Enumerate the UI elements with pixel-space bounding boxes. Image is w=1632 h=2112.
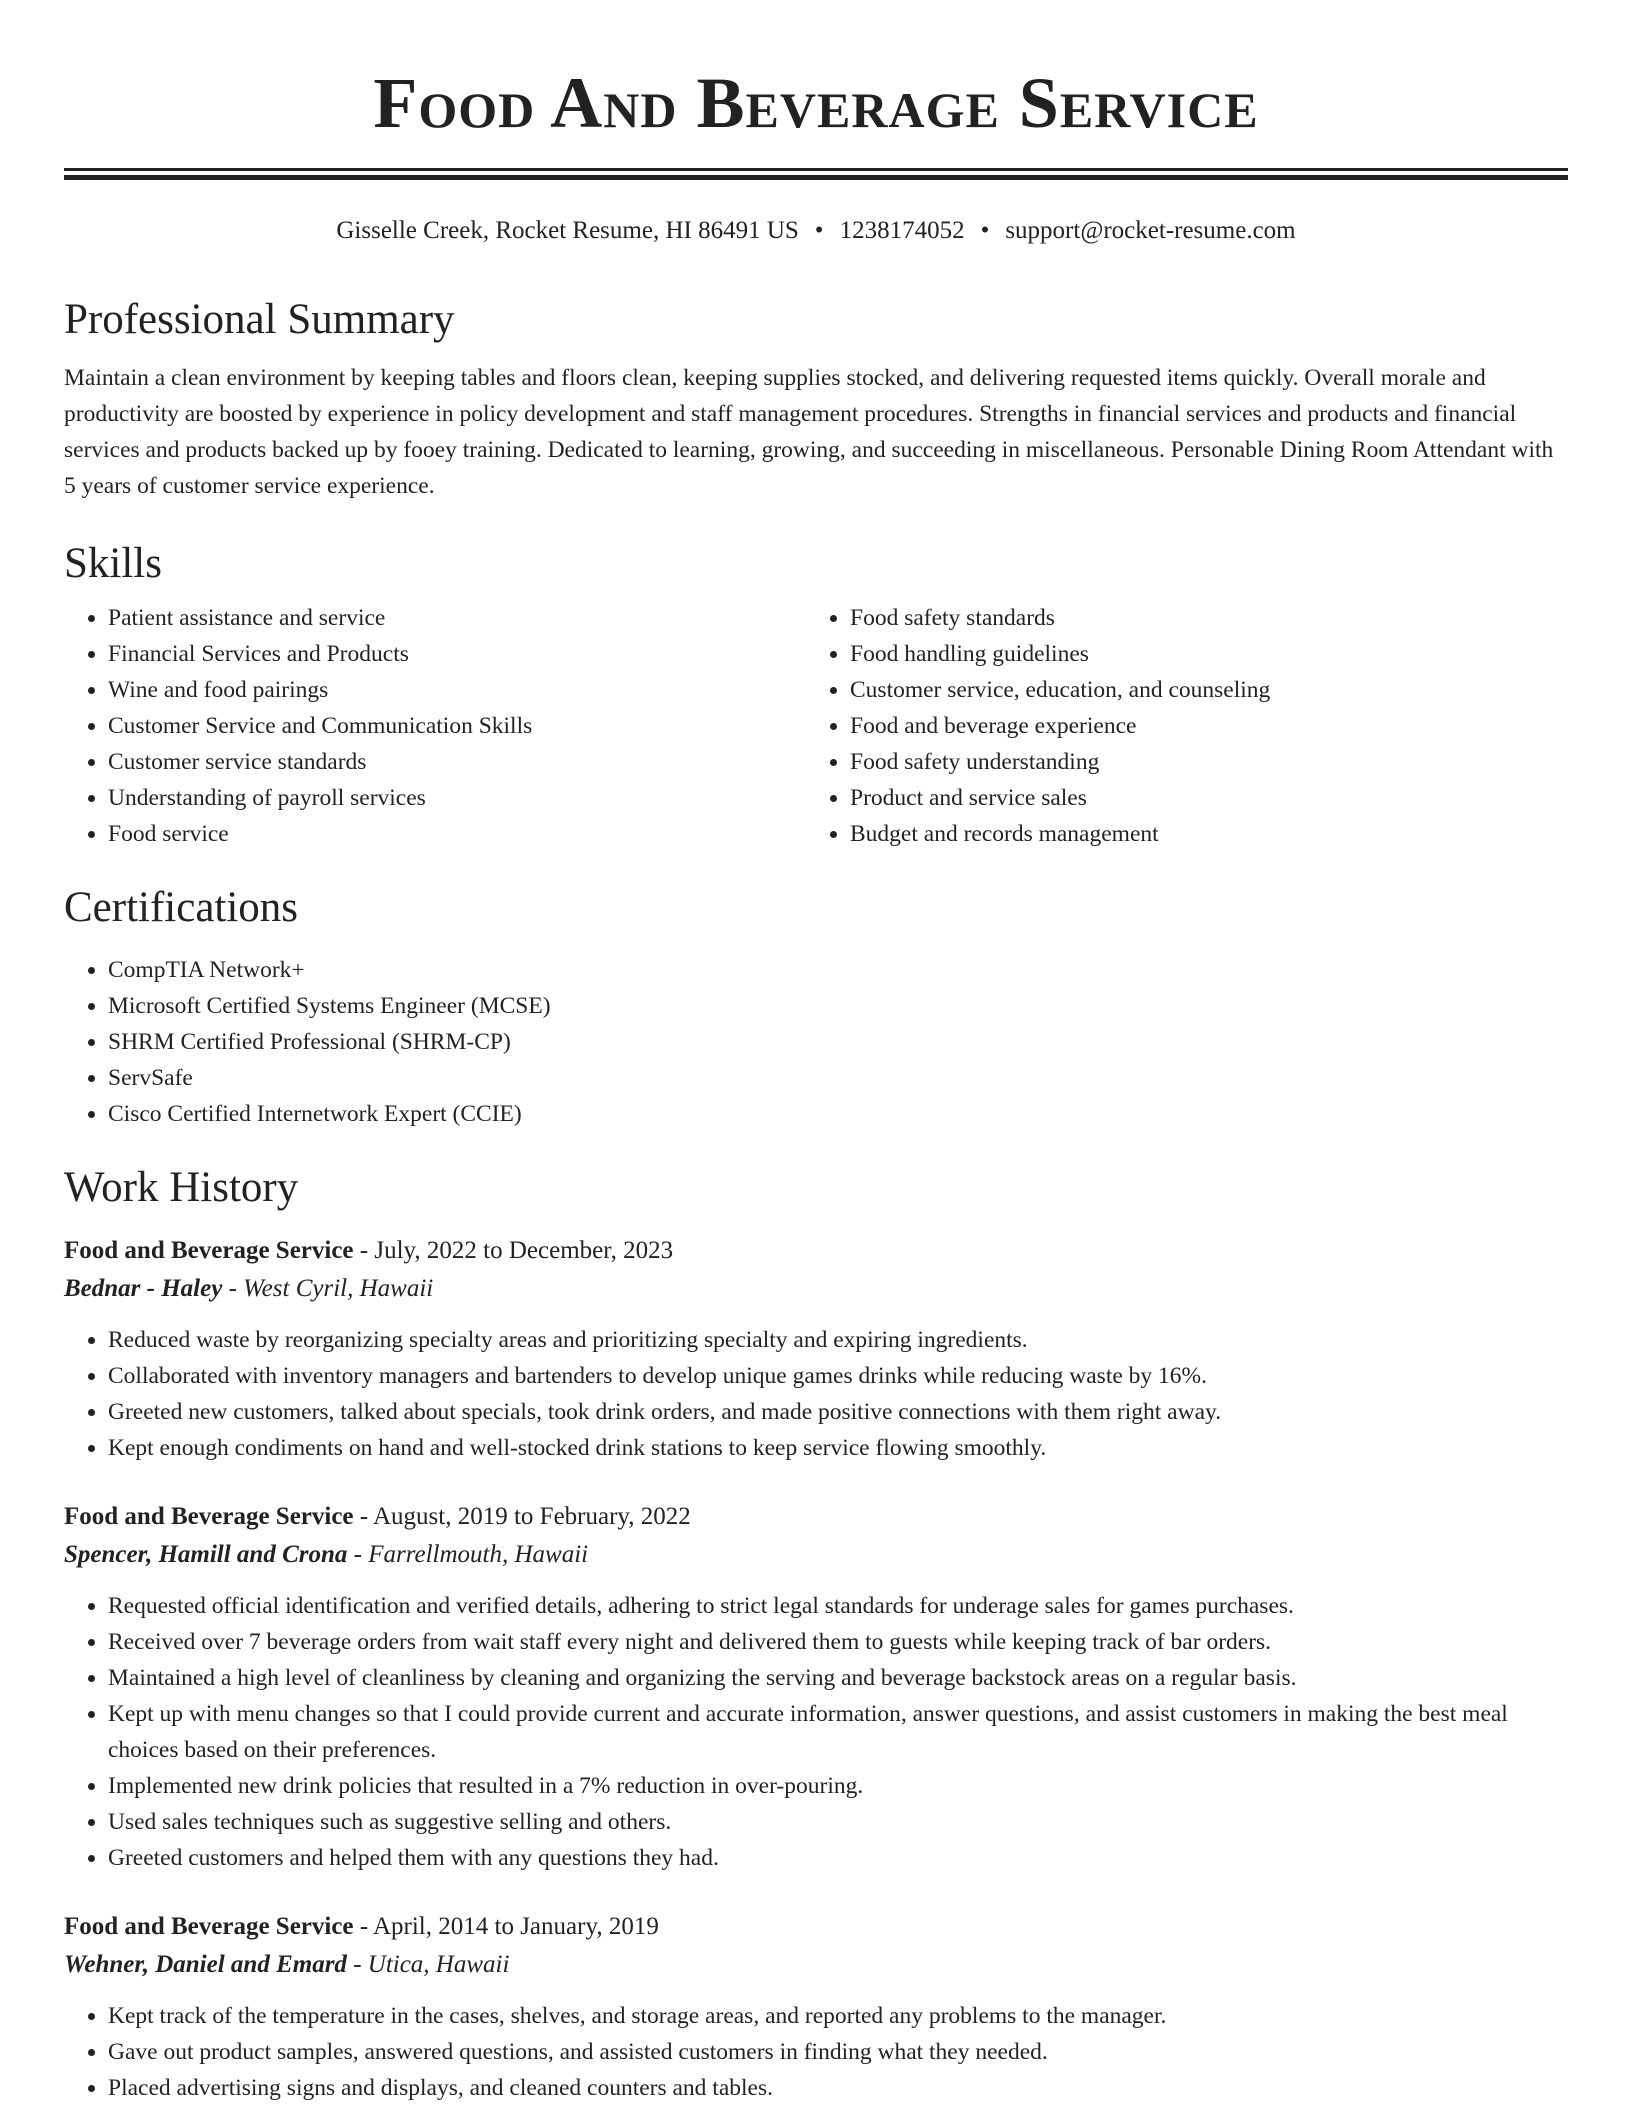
job-bullet: • Maintained a high level of cleanliness by cleaning and organizing the serving and beverage backstock areas on a regular basis. <box>108 1660 1568 1696</box>
job-title-line <box>64 1232 1568 1270</box>
job-bullet: • Gave out product samples, answered questions, and assisted customers in finding what they needed. <box>108 2034 1568 2070</box>
job-bullet: • Requested official identification and verified details, adhering to strict legal standards for underage sales for games purchases. <box>108 1588 1568 1624</box>
skills-list-right <box>806 600 1548 852</box>
skills-columns <box>64 600 1568 852</box>
summary-section <box>64 288 1568 504</box>
skill-item: • Customer service standards <box>108 744 806 780</box>
certification-item: • ServSafe <box>108 1060 1568 1096</box>
job-bullets <box>64 1998 1568 2106</box>
job-company-line <box>64 1270 1568 1308</box>
job-bullet: • Placed advertising signs and displays, and cleaned counters and tables. <box>108 2070 1568 2106</box>
skill-item: • Food and beverage experience <box>850 708 1548 744</box>
certification-item: • CompTIA Network+ <box>108 952 1568 988</box>
skill-item: • Food safety understanding <box>850 744 1548 780</box>
job-bullet: • Greeted customers and helped them with any questions they had. <box>108 1840 1568 1876</box>
contact-line <box>64 214 1568 248</box>
skills-list-left <box>64 600 806 852</box>
skill-item: • Product and service sales <box>850 780 1548 816</box>
job-company: Bednar - Haley <box>64 1275 223 1302</box>
header-rule-thin <box>64 168 1568 171</box>
skills-section <box>64 532 1568 852</box>
job-bullet: • Kept up with menu changes so that I could provide current and accurate information, answer questions, and assist customers in making the best meal choices based on their preferences. <box>108 1696 1568 1768</box>
job-company: Spencer, Hamill and Crona <box>64 1541 348 1568</box>
skills-column-right <box>806 600 1548 852</box>
job-title-line <box>64 1908 1568 1946</box>
header-rule-thick <box>64 175 1568 180</box>
job-bullet: • Greeted new customers, talked about specials, took drink orders, and made positive connections with them right away. <box>108 1394 1568 1430</box>
skill-item: • Food handling guidelines <box>850 636 1548 672</box>
skills-heading: Skills <box>64 540 162 587</box>
job-company: Wehner, Daniel and Emard <box>64 1951 347 1978</box>
job-dates: July, 2022 to December, 2023 <box>374 1237 674 1264</box>
job-location: West Cyril, Hawaii <box>243 1275 434 1302</box>
job-bullet: • Kept track of the temperature in the cases, shelves, and storage areas, and reported any problems to the manager. <box>108 1998 1568 2034</box>
job-entry <box>64 1232 1568 1466</box>
job-dash: - <box>346 1951 368 1978</box>
summary-text: Maintain a clean environment by keeping tables and floors clean, keeping supplies stocked, and delivering requested items quickly. Overall morale and productivity are boosted by experience in policy development and staff management procedures. Strengths in financial services and products and financial services and products backed up by fooey training. Dedicated to learning, growing, and succeeding in miscellaneous. Personable Dining Room Attendant with 5 years of customer service experience. <box>64 365 1554 499</box>
job-title-line <box>64 1498 1568 1536</box>
skill-item: • Financial Services and Products <box>108 636 806 672</box>
work-history-heading: Work History <box>64 1164 299 1211</box>
job-dates: April, 2014 to January, 2019 <box>372 1913 659 1940</box>
skills-column-left <box>64 600 806 852</box>
job-dash: - <box>353 1237 375 1264</box>
skill-item: • Customer service, education, and counseling <box>850 672 1548 708</box>
job-bullet: • Kept enough condiments on hand and well-stocked drink stations to keep service flowing smoothly. <box>108 1430 1568 1466</box>
job-title: Food and Beverage Service <box>64 1913 354 1940</box>
skill-item: • Food safety standards <box>850 600 1548 636</box>
certification-item: • SHRM Certified Professional (SHRM-CP) <box>108 1024 1568 1060</box>
job-title: Food and Beverage Service <box>64 1503 354 1530</box>
skill-item: • Budget and records management <box>850 816 1548 852</box>
resume-name: Food And Beverage Service <box>373 63 1259 143</box>
certifications-section <box>64 876 1568 1132</box>
job-dash: - <box>222 1275 244 1302</box>
certifications-list <box>64 952 1568 1132</box>
job-bullet: • Received over 7 beverage orders from wait staff every night and delivered them to guests while keeping track of bar orders. <box>108 1624 1568 1660</box>
skill-item: • Customer Service and Communication Skills <box>108 708 806 744</box>
job-location: Utica, Hawaii <box>367 1951 510 1978</box>
job-bullet: • Implemented new drink policies that resulted in a 7% reduction in over-pouring. <box>108 1768 1568 1804</box>
job-bullet: • Reduced waste by reorganizing specialty areas and prioritizing specialty and expiring ingredients. <box>108 1322 1568 1358</box>
skill-item: • Understanding of payroll services <box>108 780 806 816</box>
job-company-line <box>64 1946 1568 1984</box>
contact-email: support@rocket-resume.com <box>1005 217 1296 244</box>
contact-separator: • <box>814 217 824 244</box>
job-dash: - <box>353 1503 373 1530</box>
job-dates: August, 2019 to February, 2022 <box>372 1503 691 1530</box>
job-entry <box>64 1498 1568 1876</box>
skill-item: • Food service <box>108 816 806 852</box>
skill-item: • Wine and food pairings <box>108 672 806 708</box>
certification-item: • Microsoft Certified Systems Engineer (MCSE) <box>108 988 1568 1024</box>
job-location: Farrellmouth, Hawaii <box>368 1541 589 1568</box>
job-dash: - <box>353 1913 373 1940</box>
work-history-section <box>64 1156 1568 2106</box>
skill-item: • Patient assistance and service <box>108 600 806 636</box>
job-bullets <box>64 1322 1568 1466</box>
summary-heading: Professional Summary <box>64 296 455 343</box>
resume-content <box>64 288 1568 2106</box>
certification-item: • Cisco Certified Internetwork Expert (CCIE) <box>108 1096 1568 1132</box>
contact-separator: • <box>980 217 990 244</box>
contact-phone: 1238174052 <box>839 217 965 244</box>
job-bullets <box>64 1588 1568 1876</box>
certifications-heading: Certifications <box>64 884 299 931</box>
job-bullet: • Used sales techniques such as suggestive selling and others. <box>108 1804 1568 1840</box>
contact-address: Gisselle Creek, Rocket Resume, HI 86491 US <box>336 217 799 244</box>
job-bullet: • Collaborated with inventory managers and bartenders to develop unique games drinks while reducing waste by 16%. <box>108 1358 1568 1394</box>
job-entry <box>64 1908 1568 2106</box>
job-title: Food and Beverage Service <box>64 1237 354 1264</box>
job-dash: - <box>347 1541 369 1568</box>
job-company-line <box>64 1536 1568 1574</box>
